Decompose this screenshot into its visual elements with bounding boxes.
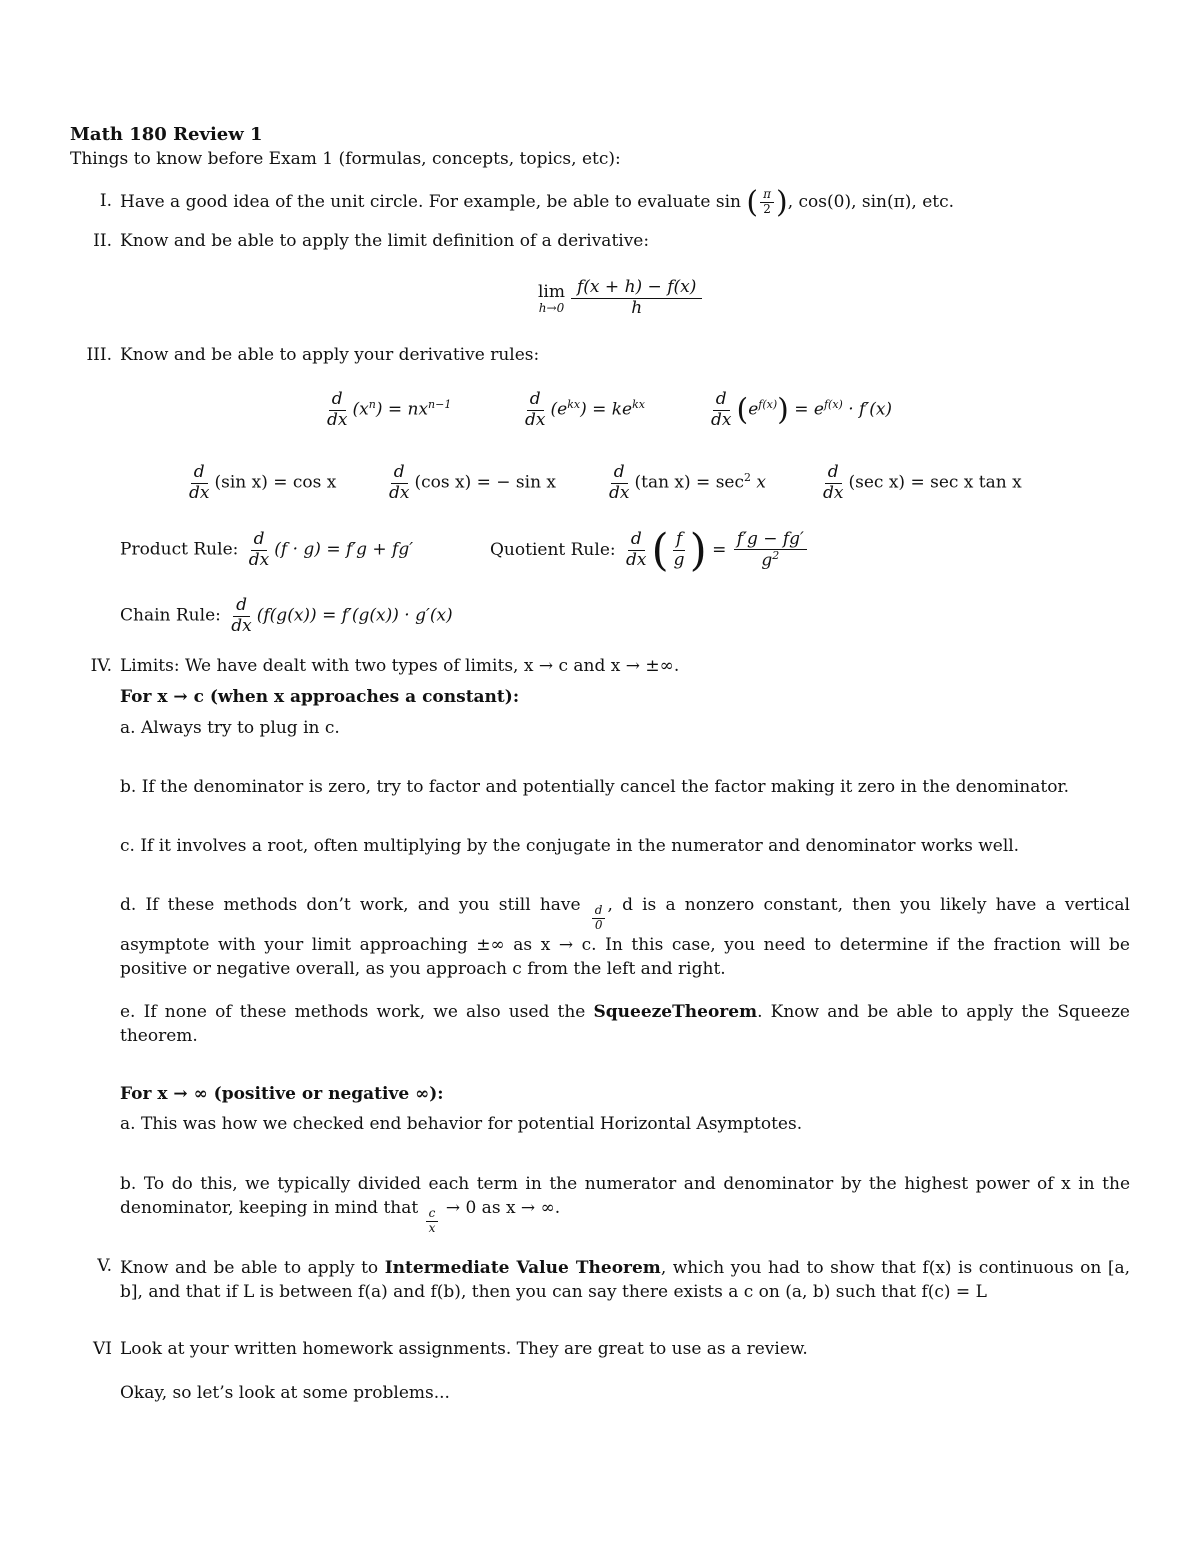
sine-derivative: $\frac{d}{dx}$ (sin x) = cos x xyxy=(189,462,337,503)
item-i-text: Have a good idea of the unit circle. For example, be able to evaluate sin ( $\frac{\pi}{2}$ ), cos(0), sin(π), etc. xyxy=(120,185,955,220)
item-iv-c: c. If it involves a root, often multiplying by the conjugate in the numerator and denominator works well. xyxy=(120,836,1020,856)
limit-definition-formula: lim h→0 $\frac{f(x + h) - f(x)}{h}$ xyxy=(538,278,704,318)
item-iv-b: b. If the denominator is zero, try to factor and potentially cancel the factor making it zero in the denominator. xyxy=(120,777,1070,797)
item-number-iii: III. xyxy=(86,345,112,365)
item-iv-e: e. If none of these methods work, we also used the SqueezeTheorem. Know and be able to apply the Squeeze theorem. xyxy=(120,1002,1130,1046)
item-iv-b2: b. To do this, we typically divided each term in the numerator and denominator by the highest power of x in the denominator, keeping in mind that $\frac{c}{x}$ → 0 as x → ∞. xyxy=(120,1174,1130,1235)
closing-text: Okay, so let’s look at some problems... xyxy=(120,1383,450,1403)
tangent-derivative: $\frac{d}{dx}$ (tan $x) = \sec^2 x$ xyxy=(609,462,767,503)
pi-over-2-fraction: $\frac{\pi}{2}$ xyxy=(760,188,774,217)
item-number-i: I. xyxy=(99,191,112,211)
item-iv-d: d. If these methods don’t work, and you still have $\frac{d}{0}$ , d is a nonzero constant, then you likely have a vertical asymptote with your limit approaching ±∞ as x → c. In this case, you need to determine if the fraction will be positive or negative overall, as you approach c from the left and right. xyxy=(120,895,1130,979)
item-iv-text: Limits: We have dealt with two types of limits, x → c and x → ±∞. xyxy=(120,656,680,676)
item-ii-text: Know and be able to apply the limit definition of a derivative: xyxy=(120,231,650,251)
secant-derivative: $\frac{d}{dx}$ (sec x) = sec x tan x xyxy=(823,462,1022,503)
power-rule: $\frac{d}{dx}$ $(x^n) = nx^{n-1}$ xyxy=(327,389,452,430)
chain-rule: Chain Rule: $\frac{d}{dx}$ (f(g(x)) = f′(g(x)) · g′(x) xyxy=(120,595,453,636)
item-number-v: V. xyxy=(97,1256,112,1276)
page-title: Math 180 Review 1 xyxy=(70,124,263,145)
item-vi-text: Look at your written homework assignments. They are great to use as a review. xyxy=(120,1339,808,1359)
exponential-chain-rule: $\frac{d}{dx}$ $(e^{f(x)}) = e^{f(x)} \cdot f'(x)$ xyxy=(711,389,893,430)
exponential-rule: $\frac{d}{dx}$ $(e^{kx}) = ke^{kx}$ xyxy=(525,389,645,430)
intro-text: Things to know before Exam 1 (formulas, concepts, topics, etc): xyxy=(70,149,621,169)
item-iv-a: a. Always try to plug in c. xyxy=(120,718,340,738)
item-number-ii: II. xyxy=(93,231,112,251)
subsection-heading-infinity: For x → ∞ (positive or negative ∞): xyxy=(120,1084,444,1104)
quotient-rule: Quotient Rule: $\frac{d}{dx}$ ( $\frac{f}{g}$ ) = $\frac{f'g - fg'}{g^2}$ xyxy=(490,525,809,576)
cosine-derivative: $\frac{d}{dx}$ (cos x) = − sin x xyxy=(389,462,557,503)
item-number-iv: IV. xyxy=(90,656,112,676)
item-iii-text: Know and be able to apply your derivative rules: xyxy=(120,345,540,365)
item-v-text: Know and be able to apply to Intermediate Value Theorem, which you had to show that f(x) is continuous on [a, b], and that if L is between f(a) and f(b), then you can say there exists a c on (a, b) such that f(c) = L xyxy=(120,1258,1131,1302)
item-iv-a2: a. This was how we checked end behavior for potential Horizontal Asymptotes. xyxy=(120,1114,803,1134)
subsection-heading-constant: For x → c (when x approaches a constant): xyxy=(120,687,520,707)
product-rule: Product Rule: $\frac{d}{dx}$ (f · g) = f′g + fg′ xyxy=(120,529,414,570)
item-number-vi: VI xyxy=(93,1339,112,1359)
